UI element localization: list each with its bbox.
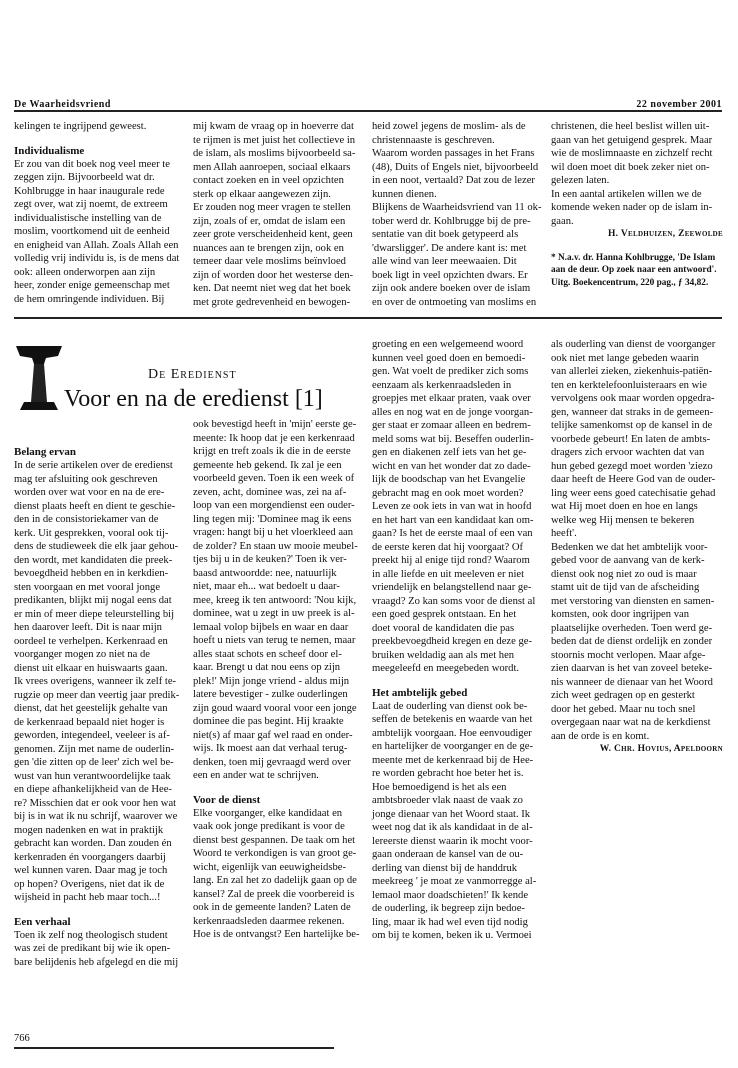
text-line: om bij te komen, beken ik u. Vermoei — [372, 930, 532, 941]
text-line: Hoe is de ontvangst? Een hartelijke be- — [193, 929, 360, 940]
text-line: ambtelijk voorgaan. Hoe eenvoudiger — [372, 727, 532, 739]
article-column-4 — [551, 338, 723, 757]
text-line: doet vooral de kandidaten die pas — [372, 622, 515, 634]
text-line: zijn ook andere boeken over de islam — [372, 283, 531, 294]
text-line: met grote gedrevenheid en bewogen- — [193, 296, 351, 308]
subheading: Een verhaal — [14, 915, 71, 928]
text-line: rugzie op meer dan veertig jaar predik- — [14, 689, 180, 701]
text-line: kerkenraden én voorgangers daarbij — [14, 851, 166, 863]
text-line: wil doen moet dit boek zeker niet on- — [551, 161, 710, 173]
text-line: bruiken weldadig aan als met hen — [372, 649, 515, 661]
header-rule — [14, 110, 722, 112]
section-rubric: De Eredienst — [148, 367, 237, 382]
text-line: eenzaam als kerkenraadsleden in — [372, 379, 512, 391]
text-line: te rijmen is met juist het collectieve in — [193, 134, 356, 146]
section-divider — [14, 317, 722, 319]
text-line: wust van hun verantwoordelijke taak — [14, 770, 171, 782]
text-line: gen, wanneer dat straks in de gemeen- — [551, 406, 714, 418]
text-line: jonge dienaar van het Woord staat. Ik — [372, 808, 531, 820]
text-line: 'dwarsligger'. De andere kant is: met — [372, 242, 527, 254]
text-line: zijn, zoals of er, omdat de islam een — [193, 215, 346, 227]
text-line: mee, kreeg ik ten antwoord: 'Nou kijk, — [193, 594, 357, 606]
author-signature: H. Veldhuizen, Zeewolde — [607, 229, 723, 239]
text-line: Bedenken we dat het ambtelijk voor- — [551, 541, 708, 553]
text-line: oordeel te verhelpen. Kerkenraad en — [14, 635, 168, 647]
text-line: kelingen te ingrijpend geweest. — [14, 121, 147, 132]
text-line: gen en diakenen zelf iets van het ge- — [372, 447, 527, 458]
text-line: zeer grote verscheidenheid kent, geen — [193, 229, 353, 240]
text-line: kerk. Uit gesprekken, vooral ook tij- — [14, 527, 169, 539]
article-column-1 — [14, 445, 192, 969]
spacer — [14, 905, 192, 915]
article-column-2 — [193, 418, 365, 942]
text-line: preekbevoegdheid kregen en deze ge- — [372, 636, 532, 647]
lectern-logo-icon — [14, 342, 64, 412]
text-line: mij kwam de vraag op in hoeverre dat — [193, 121, 354, 132]
text-line: niet, maar eh... wat bedoelt u daar- — [193, 581, 340, 592]
text-line: men Allah aanroepen, sociaal elkaars — [193, 161, 351, 173]
text-line: er min of meer diepe teleurstelling bij — [14, 608, 175, 620]
text-line: predikanten, blijkt mij nogal eens dat — [14, 595, 172, 606]
text-line: zien daarvan is het van zoveel beteke- — [551, 663, 713, 674]
text-line: voorbede gebeurt! En laten de ambts- — [551, 433, 711, 445]
text-line: dienst ook nog niet zo oud is maar — [551, 568, 697, 580]
text-line: (48), Duits of Engels niet, bijvoorbeeld — [372, 161, 539, 173]
text-line: en over de ontmoeting van moslims en — [372, 296, 537, 308]
text-line: weet nog dat ik als kandidaat in de al- — [372, 822, 533, 833]
text-line: vaak ook jonge predikant is voor de — [193, 821, 345, 832]
text-line: lijk de boodschap van het Evangelie — [372, 474, 526, 485]
text-line: lemaol maor doadschieten!' Ik kende — [372, 889, 529, 901]
text-line: meekreeg ' je moat ze vanmorregge al- — [372, 876, 537, 887]
text-line: op hopen? Overigens, niet dat ik de — [14, 878, 165, 890]
text-line: kansel? Zal de preek die voorbereid is — [193, 888, 355, 900]
text-line: boek ligt in veel opzichten dwars. Er — [372, 269, 528, 281]
book-note: aan de deur. Op zoek naar een antwoord'. — [551, 265, 717, 275]
text-line: meld soms wat bij. Beseffen ouderlin- — [372, 433, 534, 445]
text-line: ling weer eens goed catechisatie gehad — [551, 487, 716, 499]
text-line: alles en nog wat en de jonge voorgan- — [372, 406, 533, 418]
text-line: Elke voorganger, elke kandidaat en — [193, 807, 343, 819]
text-line: wijsheid in pacht heb maar toch...! — [14, 892, 161, 903]
text-line: vervolgens ook maar worden opgedra- — [551, 393, 715, 404]
text-line: temeer daar vele moslims beïnvloed — [193, 256, 346, 267]
text-line: groeting en een welgemeend woord — [372, 339, 524, 350]
spacer — [193, 783, 365, 793]
article-title: Voor en na de eredienst [1] — [64, 386, 323, 412]
text-line: ambtsbroeder vlak naast de vaak zo — [372, 795, 523, 806]
text-line: stoornis mocht verlopen. Maar afge- — [551, 649, 706, 661]
text-line: zegt over, wat zij noemt, de extreem — [14, 199, 168, 210]
text-line: Ik vrees overigens, wanneer ik zelf te- — [14, 676, 177, 687]
text-line: ten en kerktelefoonluisteraars en wie — [551, 379, 707, 391]
text-line: gebed voor de aanvang van de kerk- — [551, 555, 705, 566]
text-line: re? Misschien dat er ook voor hen wat — [14, 797, 177, 809]
text-line: volledig vrij individu is, is de mens dat — [14, 253, 180, 264]
text-line: individualistische instelling van de — [14, 212, 162, 224]
text-line: kunnen veel goed doen en bemoedi- — [372, 352, 526, 364]
text-line: Laat de ouderling van dienst ook be- — [372, 700, 528, 712]
text-line: christenen, die heel beslist willen uit- — [551, 121, 710, 132]
text-line: zijn of worden door het westerse den- — [193, 269, 354, 281]
text-line: dienst best gespannen. De taak om het — [193, 834, 356, 846]
subheading: Belang ervan — [14, 446, 77, 458]
spacer — [14, 134, 186, 144]
text-line: vriendelijk en belangstellend naar ge- — [372, 582, 532, 593]
top-column-2 — [193, 120, 365, 309]
text-line: zijn goud waard vooral voor een jonge — [193, 702, 357, 714]
text-line: dominee die pas begint. Hij kraakte — [193, 716, 344, 727]
text-line: dienst, dat het geestelijk gehalte van — [14, 703, 168, 714]
text-line: Hoe bemoedigend is het als een — [372, 781, 507, 793]
text-line: Er zouden nog meer vragen te stellen — [193, 202, 351, 213]
subheading: Individualisme — [14, 144, 85, 157]
text-line: gaan van het getuigend gesprek. Maar — [551, 134, 713, 146]
text-line: In de serie artikelen over de eredienst — [14, 460, 173, 471]
text-line: lemaal volop bijbels en waar en daar — [193, 621, 349, 633]
text-line: Leven ze ook iets in van wat in hoofd — [372, 501, 532, 512]
text-line: heer, zonder enige gemeenschap met — [14, 280, 170, 291]
text-line: komende weken nader op de islam in- — [551, 202, 713, 213]
text-line: heid zowel jegens de moslim- als de — [372, 121, 526, 132]
text-line: kaar. Brengt u dat nou eens op zijn — [193, 662, 341, 673]
subheading: Het ambtelijk gebed — [372, 686, 468, 699]
text-line: was zei de predikant bij wie ik open- — [14, 943, 171, 954]
text-line: lereerste dienst waarin ik mocht voor- — [372, 835, 533, 847]
text-line: geworden, integendeel, veeleer is af- — [14, 730, 170, 741]
text-line: worden over wat voor en na de ere- — [14, 487, 165, 498]
text-line: ook in de gemeente landen? Laten de — [193, 902, 351, 913]
text-line: niet(s) af maar gaf wel raad en onder- — [193, 729, 353, 741]
text-line: moslim, voortkomend uit de eenheid — [14, 226, 170, 237]
book-note: Uitg. Boekencentrum, 220 pag., ƒ 34,82. — [551, 277, 709, 288]
text-line: stamt uit de tijd van de afscheiding — [551, 582, 700, 593]
text-line: de ouderling, ik begreep zijn bedoe- — [372, 903, 525, 914]
text-line: latere bevestiger - zulke ouderlingen — [193, 689, 348, 700]
article-column-3 — [372, 338, 544, 943]
text-line: bare belijdenis heb afgelegd en die mij — [14, 956, 179, 968]
author-signature: W. Chr. Hovius, Apeldoorn — [599, 744, 723, 754]
text-line: tober werd dr. Kohlbrugge bij de pre- — [372, 215, 531, 227]
text-line: in een noot, vertaald? Dat zou de lezer — [372, 175, 535, 186]
text-line: wie de moslimnaaste en zichzelf recht — [551, 148, 713, 159]
text-line: bevoegdheid hebben en in kerkdien- — [14, 568, 169, 579]
text-line: nis wanneer de dienaar van het Woord — [551, 676, 713, 688]
text-line: Er zou van dit boek nog veel meer te — [14, 158, 170, 170]
text-line: bij is in wat ik nu schrijf, waarover we — [14, 811, 178, 822]
text-line: gaan onderaan de kansel van de ou- — [372, 849, 524, 860]
text-line: re worden gebracht hoe beter het is. — [372, 768, 524, 779]
text-line: telijke samenkomst op de kansel in de — [551, 420, 713, 431]
text-line: den in de consistoriekamer van de — [14, 514, 159, 525]
text-line: gebracht kan worden. Dan zouden én — [14, 838, 172, 849]
text-line: tjes bij u in de keuken?' Toen ik ver- — [193, 554, 347, 565]
text-line: sten voorgaan en met vooral jonge — [14, 581, 161, 593]
text-line: kunnen dienen. — [372, 188, 437, 200]
text-line: mogen nadenken en wat in praktijk — [14, 824, 164, 836]
text-line: groepjes met elkaar praten, vaak over — [372, 393, 531, 404]
text-line: Woord te verkondigen is van groot ge- — [193, 848, 357, 859]
text-line: dominee, wat u zegt in uw preek is al- — [193, 608, 355, 619]
text-line: wicht, eigenlijk van eeuwigheidsbe- — [193, 861, 346, 873]
text-line: wel kunnen varen. Daar mag je toch — [14, 865, 168, 876]
text-line: den wordt, met kandidaten die preek- — [14, 554, 173, 566]
text-line: de hem omringende individuen. Bij — [14, 293, 165, 305]
text-line: sentatie van dit boek getypeerd als — [372, 229, 519, 240]
spacer — [372, 676, 544, 686]
text-line: gebracht mag en ook moet worden? — [372, 487, 524, 499]
text-line: zich weet gedragen op en gesterkt — [551, 690, 695, 701]
text-line: meente met de kerkenraad bij de Hee- — [372, 754, 534, 766]
text-line: en het hart van een kandidaat kan om- — [372, 514, 534, 526]
text-line: baasd antwoordde: nee, natuurlijk — [193, 567, 337, 579]
text-line: contact zoeken en in veel opzichten — [193, 175, 344, 186]
text-line: ger staat er zomaar alleen en bedrem- — [372, 420, 531, 431]
text-line: ken. Dat neemt niet weg dat het boek — [193, 283, 351, 294]
text-line: heeft'. — [551, 528, 577, 539]
text-line: dens de studieweek die elk jaar gehou- — [14, 541, 179, 552]
text-line: de zolder? En staan uw mooie meubel- — [193, 540, 358, 552]
text-line: ook bevestigd heeft in 'mijn' eerste ge- — [193, 419, 357, 430]
text-line: door het gebed. Maar nu toch snel — [551, 703, 696, 715]
text-line: Toen ik zelf nog theologisch student — [14, 929, 168, 941]
text-line: gaan. — [551, 215, 574, 227]
text-line: van allerlei zieken, ziekenhuis-patiën- — [551, 366, 713, 377]
text-line: zeggen zijn. Bijvoorbeeld wat dr. — [14, 172, 155, 183]
text-line: plaatselijke overheden. Toen werd ge- — [551, 622, 713, 634]
text-line: Blijkens de Waarheidsvriend van 11 ok- — [372, 202, 542, 213]
text-line: ook: alleen onderworpen aan zijn — [14, 266, 156, 278]
text-line: alle wind van leer meewaaien. Dit — [372, 256, 517, 267]
text-line: welke weg Hij mensen te bekeren — [551, 514, 695, 526]
top-column-3 — [372, 120, 544, 309]
text-line: de eerste keren dat hij voorgaat? Of — [372, 541, 523, 553]
text-line: voorganger mogen zo niet na de — [14, 649, 151, 660]
text-line: en hartelijker de voorganger en de ge- — [372, 741, 533, 752]
text-line: een en ander wat te schrijven. — [193, 770, 319, 781]
text-line: in alle liefde en uit meeleven er niet — [372, 568, 525, 580]
text-line: de islam, als moslims bijvoorbeeld sa- — [193, 148, 356, 159]
text-line: met verstoring van diensten en samen- — [551, 595, 715, 607]
text-line: aan de orde is en komt. — [551, 730, 650, 742]
text-line: In een aantal artikelen willen we de — [551, 188, 702, 200]
text-line: voorbeeld geven. Toen ik een week of — [193, 473, 355, 484]
text-line: wijs. Ik moest aan dat verhaal terug- — [193, 743, 348, 754]
text-line: ling tegen mij: 'Dominee mag ik eens — [193, 513, 352, 525]
magazine-name: De Waarheidsvriend — [14, 99, 111, 110]
text-line: komsten, ook door ingrijpen van — [551, 609, 689, 620]
text-line: als ouderling van dienst de voorganger — [551, 339, 716, 350]
footer-rule — [14, 1047, 334, 1049]
text-line: gen 'die zitten op de leer' zich wel be- — [14, 757, 174, 768]
text-line: christennaaste is geschreven. — [372, 134, 495, 146]
text-line: preekt hij al enige tijd rond? Waarom — [372, 555, 530, 566]
book-note: * N.a.v. dr. Hanna Kohlbrugge, 'De Islam — [551, 252, 716, 263]
text-line: derling van dienst bij de handdruk — [372, 862, 518, 874]
text-line: hoeft u niets van terug te nemen, maar — [193, 635, 356, 646]
text-line: sterk op elkaar aangewezen zijn. — [193, 188, 331, 200]
text-line: meegeleefd en meegebeden wordt. — [372, 663, 520, 674]
top-column-4 — [551, 120, 723, 289]
text-line: vragen: hangt bij u het vloerkleed aan — [193, 527, 354, 538]
text-line: dienst uit elkaar en huiswaarts gaan. — [14, 662, 168, 674]
text-line: meente: Ik hoop dat je een kerkenraad — [193, 432, 355, 444]
text-line: Kohlbrugge in haar inaugurale rede — [14, 185, 165, 197]
text-line: gemeente heb gekend. Ik zal je een — [193, 459, 342, 471]
text-line: alles staat schots en scheef door el- — [193, 648, 342, 660]
text-line: kerkenraadsleden daarmee rekenen. — [193, 915, 345, 927]
text-line: dragers zich ervoor wachten dat van — [551, 447, 705, 458]
text-line: een goed gesprek ontstaan. En het — [372, 609, 517, 620]
page-number: 766 — [14, 1033, 30, 1044]
text-line: lang. En zal het zo dadelijk gaan op de — [193, 875, 357, 886]
spacer — [551, 242, 723, 252]
text-line: ook niet met lange gebeden waarin — [551, 352, 699, 364]
text-line: denken, toen mij gevraagd werd over — [193, 756, 351, 768]
text-line: mag ter afsluiting ook geschreven — [14, 473, 158, 485]
text-line: vraagd? Zo kan soms voor de dienst al — [372, 595, 536, 607]
text-line: genomen. Zijn met name de ouderlin- — [14, 743, 175, 755]
text-line: beden dat de dienst ordelijk en zonder — [551, 636, 713, 647]
text-line: nuances aan te brengen zijn, ook en — [193, 242, 344, 254]
text-line: seffen de betekenis en waarde van het — [372, 714, 533, 725]
text-line: dienst plaats heeft en dient te geschie- — [14, 500, 176, 512]
text-line: plek!' Mijn jonge vriend - aldus mijn — [193, 675, 350, 687]
text-line: gen. Wat voelt de prediker zich soms — [372, 366, 529, 377]
text-line: en diepe afhankelijkheid van de Hee- — [14, 784, 172, 795]
text-line: daar heeft de Heere God van de ouder- — [551, 474, 716, 485]
text-line: en enigheid van Allah. Zoals Allah een — [14, 239, 179, 251]
text-line: krijgt en treft zoals ik die in de eerste — [193, 446, 351, 457]
text-line: Waarom worden passages in het Frans — [372, 148, 535, 159]
text-line: zeven, acht, dominee was, zei na af- — [193, 486, 347, 498]
text-line: hen daarover leeft. Dit is naar mijn — [14, 622, 162, 633]
text-line: hun gebed gezegd moet worden 'ziezo — [551, 460, 713, 472]
subheading: Voor de dienst — [193, 793, 261, 806]
text-line: overgegaan naar wat na de kerkdienst — [551, 717, 711, 728]
text-line: wat Hij moet doen en hoe en langs — [551, 501, 698, 512]
text-line: wicht en van het wonder dat zo dade- — [372, 460, 531, 472]
text-line: gelezen laten. — [551, 175, 610, 186]
top-column-1 — [14, 120, 186, 306]
issue-date: 22 november 2001 — [636, 99, 722, 110]
text-line: de kerkenraad bepaald niet hoger is — [14, 716, 165, 728]
text-line: ling, maar ik had wel even tijd nodig — [372, 916, 528, 928]
text-line: gaan? Is het de eerste maal of een van — [372, 528, 533, 539]
text-line: loop van een morgendienst een ouder- — [193, 500, 355, 511]
